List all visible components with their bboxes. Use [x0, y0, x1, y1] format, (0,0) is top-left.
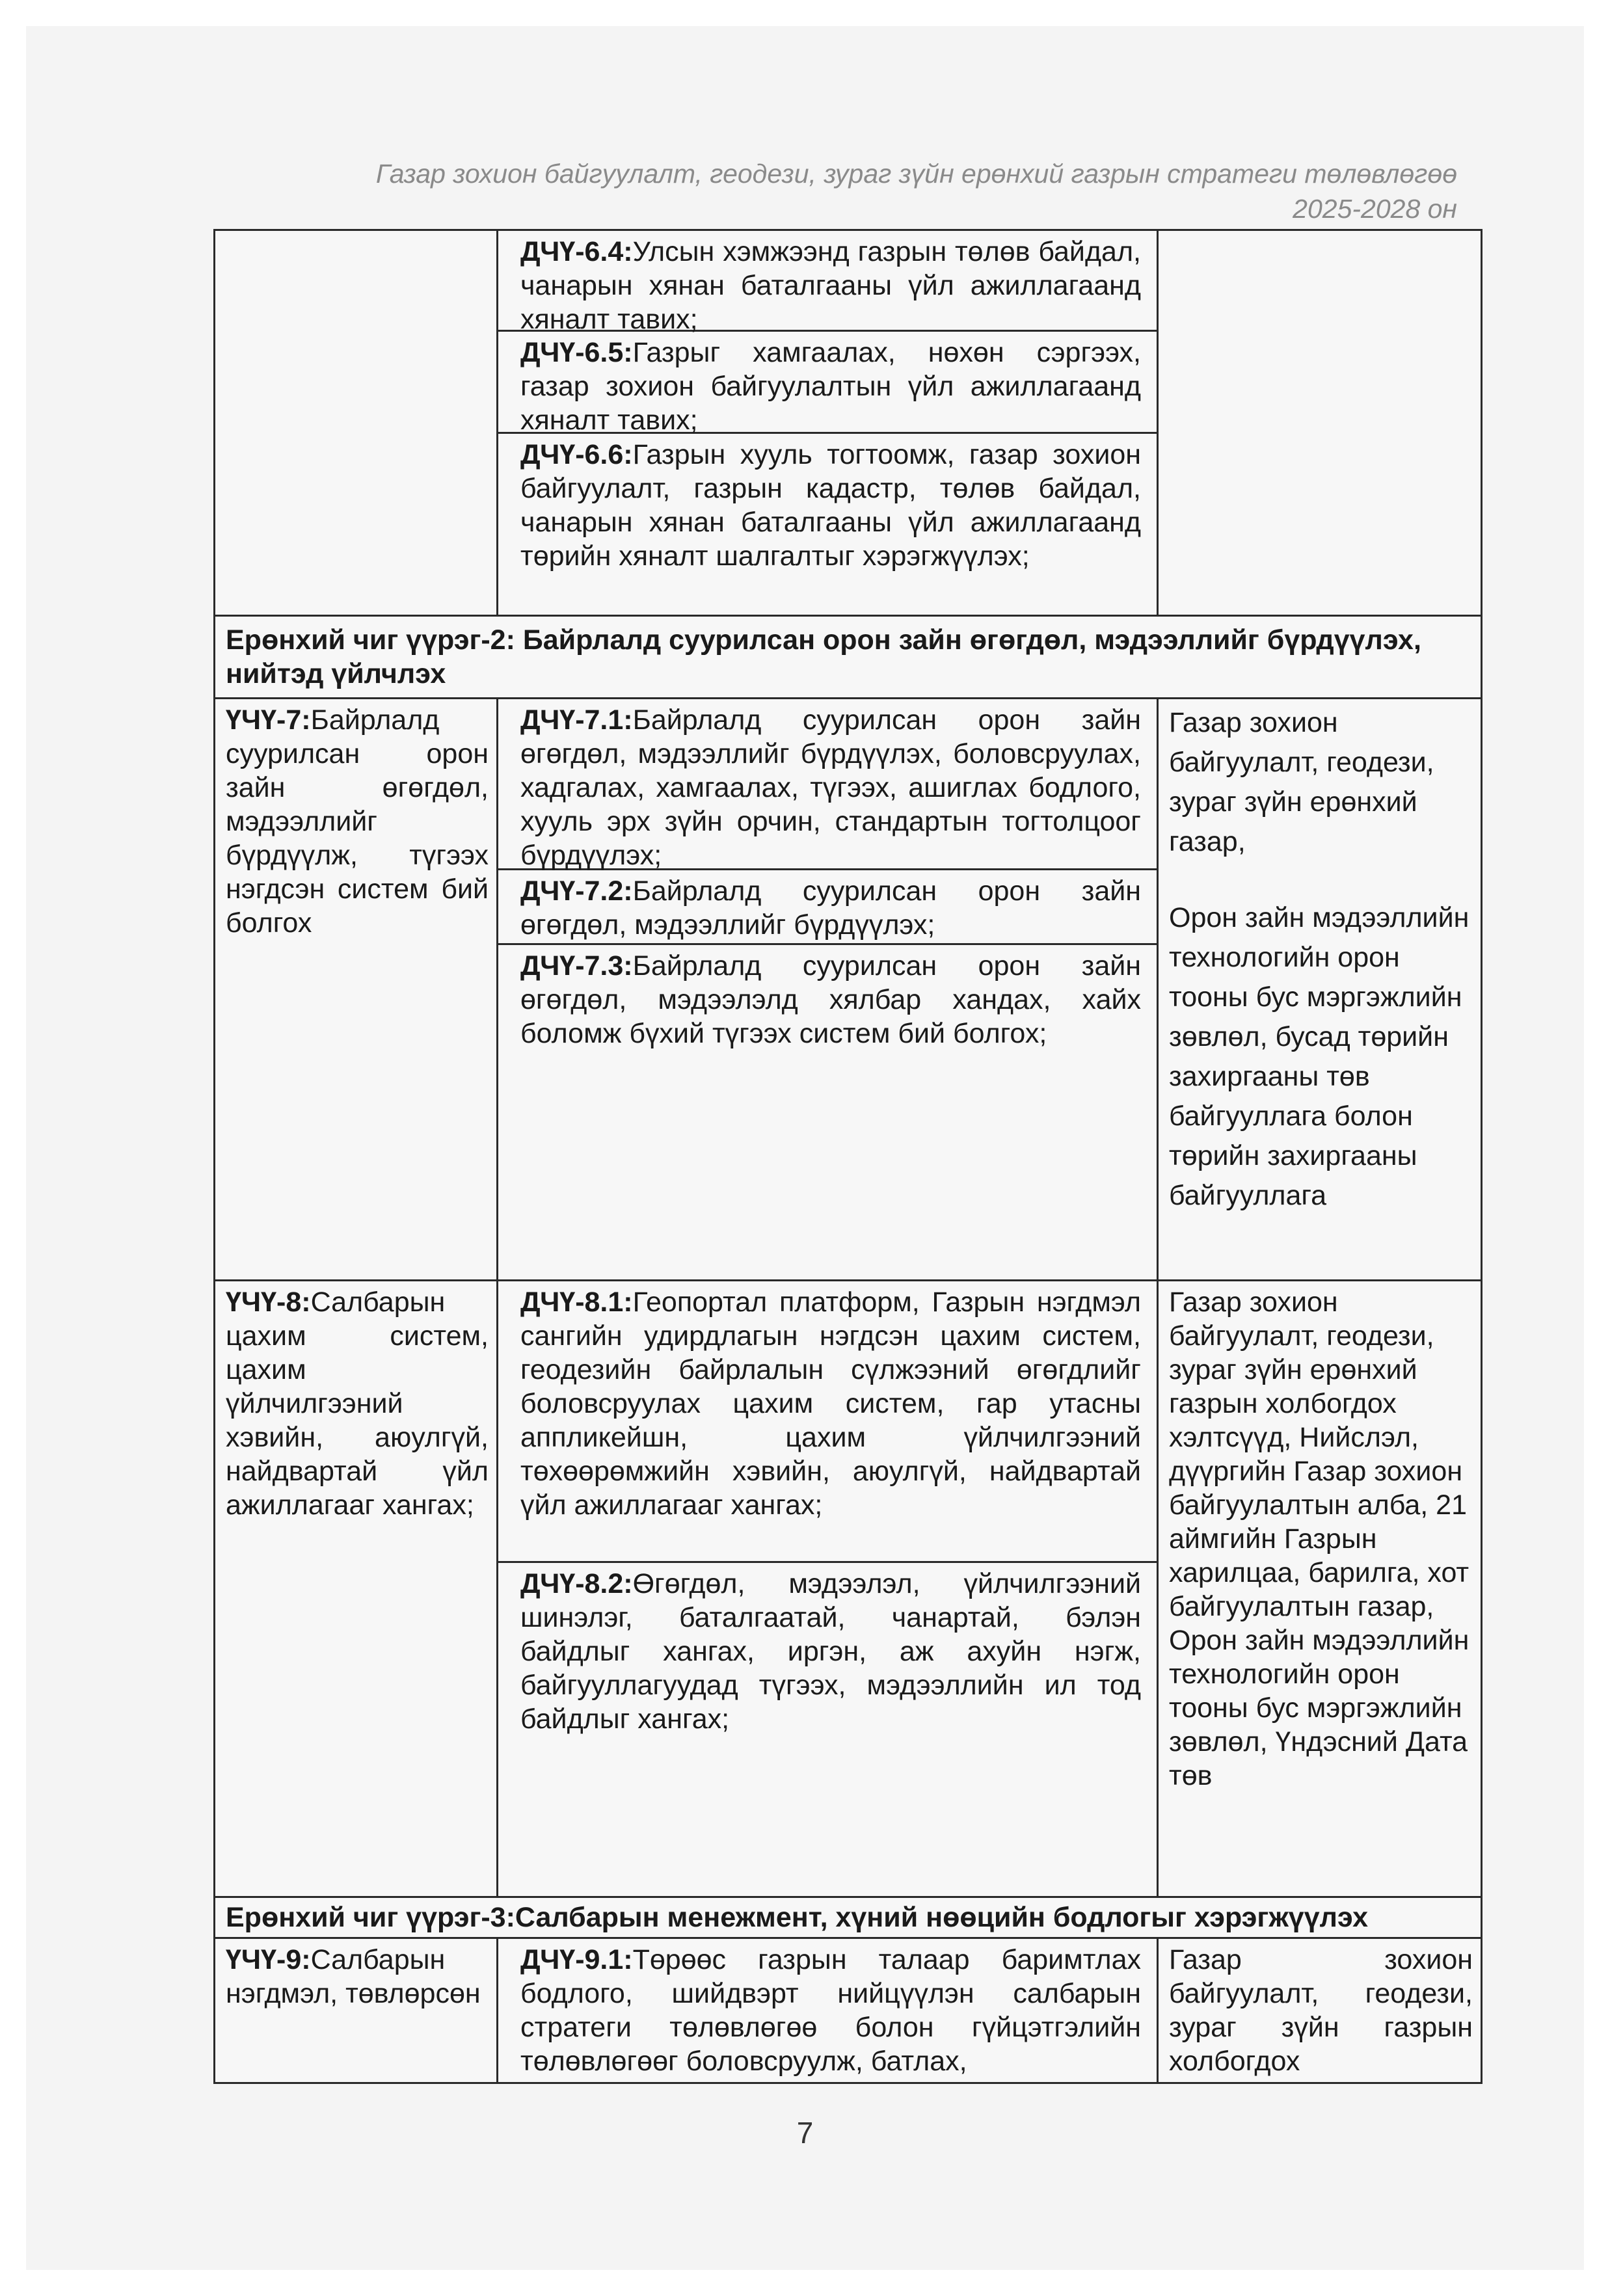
sub-objective-text: Өгөгдөл, мэдээлэл, үйлчилгээний шинэлэг, баталгаатай, чанартай, бэлэн байдлыг хангах, иргэн, аж ахуйн нэгж, байгууллагуудад түгээх, мэдээллийн ил тод байдлыг хангах;	[520, 1568, 1141, 1735]
objective-cell	[215, 1281, 498, 1897]
page-number: 7	[796, 2116, 814, 2150]
sub-objective	[498, 231, 1157, 335]
sub-objective	[498, 332, 1157, 434]
sub-objective-text: Төрөөс газрын талаар баримтлах бодлого, шийдвэрт нийцүүлэн салбарын стратеги төлөвлөгөө болон гүйцэтгэлийн төлөвлөгөөг боловсруулж, батлах,	[520, 1944, 1141, 2077]
sub-objective-text: Газрын хууль тогтоомж, газар зохион байгуулалт, газрын кадастр, төлөв байдал, чанарын хянан баталгааны үйл ажиллагаанд төрийн хяналт шалгалтыг хэрэгжүүлэх;	[520, 439, 1141, 572]
table-row	[215, 230, 1482, 616]
sub-objective	[498, 945, 1157, 1272]
responsible-org: Газар зохион байгуулалт, геодези, зураг зүйн газрын холбогдох	[1169, 1944, 1473, 2077]
sub-objective-text: Байрлалд суурилсан орон зайн өгөгдөл, мэдээллийг бүрдүүлэх;	[520, 875, 1141, 941]
responsible-cell	[1158, 1938, 1482, 2083]
sub-objectives-cell	[498, 699, 1158, 1281]
sub-objective-code: ДЧҮ-6.6:	[520, 439, 633, 470]
sub-objectives-cell	[498, 1938, 1158, 2083]
objective-text: Байрлалд суурилсан орон зайн өгөгдөл, мэдээллийг бүрдүүлж, түгээх нэгдсэн систем бий болгох	[226, 704, 489, 939]
responsible-org: Газар зохион байгуулалт, геодези, зураг зүйн ерөнхий газар,	[1169, 707, 1434, 857]
general-function-heading: Ерөнхий чиг үүрэг-3:Салбарын менежмент, хүний нөөцийн бодлогыг хэрэгжүүлэх	[215, 1897, 1482, 1938]
sub-objective-code: ДЧҮ-6.5:	[520, 337, 633, 368]
objective-code: ҮЧҮ-7:	[226, 704, 311, 736]
sub-objective-code: ДЧҮ-6.4:	[520, 236, 633, 267]
running-header	[376, 156, 1457, 226]
header-years: 2025-2028 он	[1293, 194, 1457, 224]
sub-objective-text: Байрлалд суурилсан орон зайн өгөгдөл, мэдээлэлд хялбар хандах, хайх боломж бүхий түгээх систем бий болгох;	[520, 950, 1141, 1049]
table-row	[215, 616, 1482, 699]
table-row	[215, 1281, 1482, 1897]
sub-objective	[498, 434, 1157, 615]
sub-objective	[498, 699, 1157, 870]
objective-cell	[215, 699, 498, 1281]
objective-cell	[215, 1938, 498, 2083]
responsible-org: Газар зохион байгуулалт, геодези, зураг зүйн ерөнхий газрын холбогдох хэлтсүүд, Нийслэл, дүүргийн Газар зохион байгуулалтын алба, 21 аймгийн Газрын харилцаа, барилга, хот байгуулалтын газар, Орон зайн мэдээллийн технологийн орон тооны бус мэргэжлийн зөвлөл, Үндэсний Дата төв	[1169, 1287, 1469, 1791]
objective-code: ҮЧҮ-8:	[226, 1287, 311, 1318]
general-function-heading: Ерөнхий чиг үүрэг-2: Байрлалд суурилсан орон зайн өгөгдөл, мэдээллийг бүрдүүлэх, нийтэд үйлчлэх	[215, 616, 1482, 699]
objective-code: ҮЧҮ-9:	[226, 1944, 311, 1975]
sub-objective-text: Улсын хэмжээнд газрын төлөв байдал, чанарын хянан баталгааны үйл ажиллагаанд хяналт тавих;	[520, 236, 1141, 335]
sub-objective-text: Газрыг хамгаалах, нөхөн сэргээх, газар зохион байгуулалтын үйл ажиллагаанд хяналт тавих;	[520, 337, 1141, 436]
objective-text: Салбарын цахим систем, цахим үйлчилгээний хэвийн, аюулгүй, найдвартай үйл ажиллагааг хангах;	[226, 1287, 489, 1521]
sub-objective	[498, 1281, 1157, 1563]
sub-objective	[498, 870, 1157, 945]
sub-objective-code: ДЧҮ-9.1:	[520, 1944, 633, 1975]
table-row	[215, 1897, 1482, 1938]
responsible-org: Орон зайн мэдээллийн технологийн орон тооны бус мэргэжлийн зөвлөл, бусад төрийн захиргааны төв байгууллага болон төрийн захиргааны байгууллага	[1169, 902, 1469, 1211]
sub-objective-code: ДЧҮ-8.2:	[520, 1568, 633, 1599]
table-row	[215, 699, 1482, 1281]
sub-objective-text: Байрлалд суурилсан орон зайн өгөгдөл, мэдээллийг бүрдүүлэх, боловсруулах, хадгалах, хамгаалах, түгээх, ашиглах бодлого, хууль эрх зүйн орчин, стандартын тогтолцоог бүрдүүлэх;	[520, 704, 1141, 871]
sub-objective-code: ДЧҮ-7.1:	[520, 704, 633, 736]
strategy-table	[213, 229, 1483, 2084]
objective-cell	[215, 230, 498, 616]
responsible-cell	[1158, 230, 1482, 616]
sub-objective-code: ДЧҮ-8.1:	[520, 1287, 633, 1318]
sub-objective	[498, 1939, 1157, 2077]
sub-objectives-cell	[498, 1281, 1158, 1897]
sub-objective	[498, 1563, 1157, 1896]
responsible-cell	[1158, 1281, 1482, 1897]
header-title: Газар зохион байгуулалт, геодези, зураг зүйн ерөнхий газрын стратеги төлөвлөгөө	[375, 159, 1457, 189]
sub-objective-code: ДЧҮ-7.3:	[520, 950, 633, 981]
sub-objectives-cell	[498, 230, 1158, 616]
responsible-cell	[1158, 699, 1482, 1281]
sub-objective-text: Геопортал платформ, Газрын нэгдмэл сангийн удирдлагын нэгдсэн цахим систем, геодезийн байрлалын сүлжээний өгөгдлийг боловсруулах цахим систем, гар утасны аппликейшн, цахим үйлчилгээний төхөөрөмжийн хэвийн, аюулгүй, найдвартай үйл ажиллагааг хангах;	[520, 1287, 1141, 1521]
sub-objective-code: ДЧҮ-7.2:	[520, 875, 633, 907]
objective-text: Салбарын нэгдмэл, төвлөрсөн	[226, 1944, 481, 2009]
table-row	[215, 1938, 1482, 2083]
